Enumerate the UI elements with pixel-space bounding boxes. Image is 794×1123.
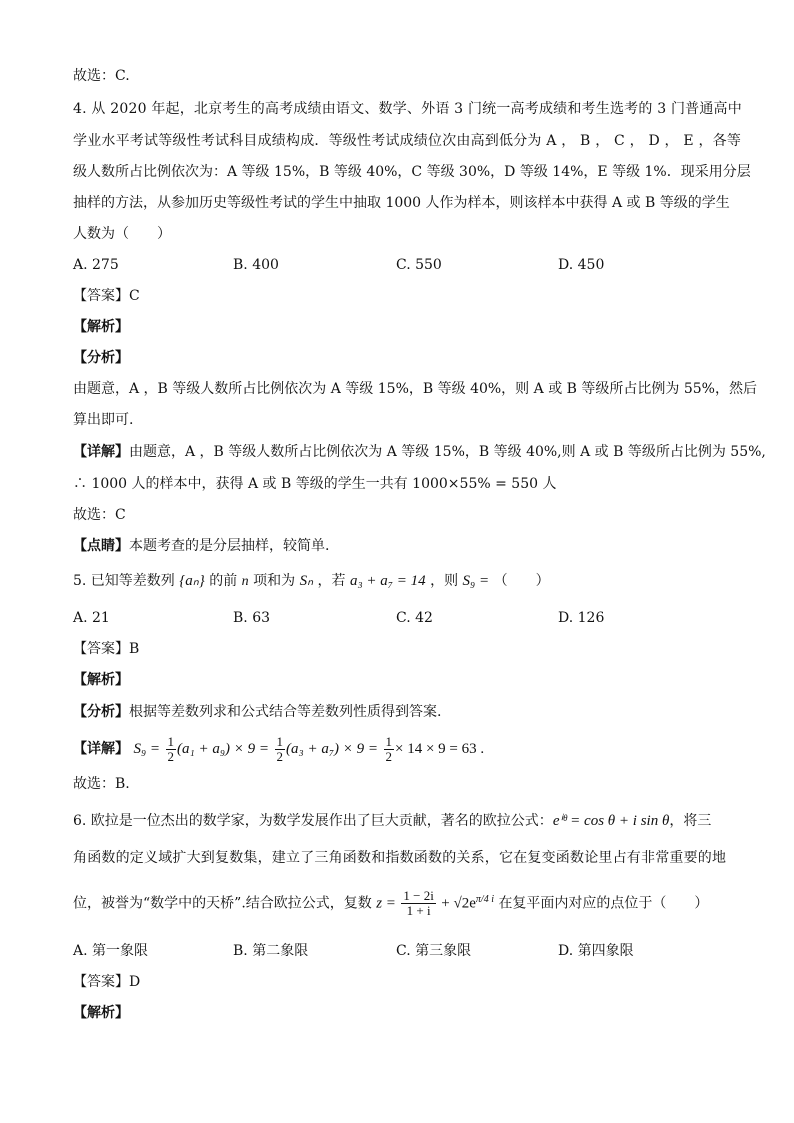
q4-option-d: D. 450	[558, 257, 605, 273]
q6-z: z =	[376, 895, 396, 912]
q4-fenxi-heading: 【分析】	[73, 350, 129, 366]
q5-tail: （ ）	[493, 573, 550, 589]
q5-n: n	[241, 574, 249, 589]
comment-text: 本题考查的是分层抽样，较简单.	[129, 538, 330, 554]
q6-option-b: B. 第二象限	[233, 943, 309, 959]
q4-fenxi-line-1: 由题意，A ，B 等级人数所占比例依次为 A 等级 15%，B 等级 40%，则 A 或 B 等级所占比例为 55%，然后	[73, 381, 757, 397]
question-4-line-2: 学业水平考试等级性考试科目成绩构成．等级性考试成绩位次由高到低分为 A ， B ， C ， D ， E ，各等	[73, 133, 742, 149]
fenxi-text: 根据等差数列求和公式结合等差数列性质得到答案.	[129, 704, 442, 720]
question-5-stem	[73, 572, 550, 591]
q5-option-b: B. 63	[233, 610, 271, 626]
q4-option-b: B. 400	[233, 257, 279, 273]
comment-tag: 【点睛】	[73, 538, 129, 554]
q5-mid2: 项和为	[253, 573, 296, 589]
detail-part-3: × 14 × 9 = 63 .	[395, 741, 485, 757]
q4-analysis-heading: 【解析】	[73, 319, 129, 335]
q5-fenxi	[73, 703, 441, 721]
question-4-line-5: 人数为（ ）	[73, 226, 171, 242]
q5-mid1: 的前	[209, 573, 238, 589]
q4-fenxi-line-2: 算出即可.	[73, 412, 134, 428]
fraction-half	[166, 735, 177, 764]
q5-answer: 【答案】B	[73, 641, 140, 657]
q5-mid3: ，若	[317, 573, 346, 589]
q6-answer: 【答案】D	[73, 974, 141, 990]
question-4-line-4: 抽样的方法，从参加历史等级性考试的学生中抽取 1000 人作为样本，则该样本中获得 A 或 B 等级的学生	[73, 195, 730, 211]
q6-option-a: A. 第一象限	[73, 943, 149, 959]
denominator: 2	[167, 748, 174, 764]
q6-euler-formula: eⁱᶿ = cos θ + i sin θ	[552, 813, 670, 829]
q6-option-c: C. 第三象限	[396, 943, 472, 959]
fraction-half	[275, 735, 286, 764]
detail-text: 由题意，A ，B 等级人数所占比例依次为 A 等级 15%，B 等级 40%,则 A 或 B 等级所占比例为 55%,	[129, 444, 766, 460]
q6-plus-root: + √2e	[441, 895, 476, 912]
q5-option-a: A. 21	[73, 610, 110, 626]
q5-option-c: C. 42	[396, 610, 433, 626]
q5-s9: S₉ =	[462, 573, 490, 589]
q5-analysis-heading: 【解析】	[73, 672, 129, 688]
detail-part-2: (a₃ + a₇) × 9 =	[286, 741, 379, 757]
detail-s9: S₉ =	[133, 741, 161, 757]
q6-exponent: π/4 i	[475, 894, 494, 905]
question-4-line-1: 4. 从 2020 年起，北京考生的高考成绩由语文、数学、外语 3 门统一高考成绩和考生选考的 3 门普通高中	[73, 101, 742, 117]
q6-line3-a: 位，被誉为“数学中的天桥”.结合欧拉公式，复数	[73, 895, 372, 912]
q5-option-d: D. 126	[558, 610, 605, 626]
q5-mid4: ，则	[430, 573, 459, 589]
denominator: 2	[276, 748, 283, 764]
q5-detail	[73, 732, 484, 766]
fraction-half	[384, 735, 395, 764]
numerator: 1	[385, 733, 392, 749]
question-6-line-3	[73, 880, 708, 924]
q6-analysis-heading: 【解析】	[73, 1005, 129, 1021]
detail-part-1: (a₁ + a₉) × 9 =	[177, 741, 270, 757]
q6-line3-b: 在复平面内对应的点位于（ ）	[498, 895, 709, 912]
q4-option-c: C. 550	[396, 257, 442, 273]
question-4-line-3: 级人数所占比例依次为：A 等级 15%，B 等级 40%，C 等级 30%，D 等级 14%，E 等级 1%．现采用分层	[73, 164, 751, 180]
q6-fraction	[401, 889, 435, 918]
question-6-line-1	[73, 812, 711, 830]
q5-condition: a₃ + a₇ = 14	[349, 573, 426, 589]
q5-sequence: {aₙ}	[179, 573, 205, 589]
denominator: 2	[385, 748, 392, 764]
q4-detail-line-2: ∴ 1000 人的样本中，获得 A 或 B 等级的学生一共有 1000×55% = 550 人	[73, 476, 557, 492]
q4-choice: 故选：C	[73, 507, 126, 523]
question-6-line-2: 角函数的定义域扩大到复数集，建立了三角函数和指数函数的关系，它在复变函数论里占有非常重要的地	[73, 850, 727, 866]
q6-option-d: D. 第四象限	[558, 943, 634, 959]
q5-sn: Sₙ	[299, 573, 314, 589]
q5-choice: 故选：B.	[73, 776, 130, 792]
numerator: 1	[276, 733, 283, 749]
q5-prefix: 5. 已知等差数列	[73, 573, 175, 589]
numerator: 1	[167, 733, 174, 749]
fenxi-tag: 【分析】	[73, 704, 129, 720]
q4-option-a: A. 275	[73, 257, 119, 273]
q6-line1-b: ，将三	[669, 813, 712, 829]
q4-detail-line-1	[73, 443, 766, 461]
denominator: 1 + i	[406, 903, 431, 919]
q6-line1-a: 6. 欧拉是一位杰出的数学家，为数学发展作出了巨大贡献，著名的欧拉公式：	[73, 813, 553, 829]
detail-tag: 【详解】	[73, 444, 129, 460]
detail-tag: 【详解】	[73, 741, 129, 757]
q4-answer: 【答案】C	[73, 288, 140, 304]
numerator: 1 − 2i	[403, 888, 434, 904]
q4-comment	[73, 537, 329, 555]
prev-answer-choice: 故选：C.	[73, 68, 130, 84]
